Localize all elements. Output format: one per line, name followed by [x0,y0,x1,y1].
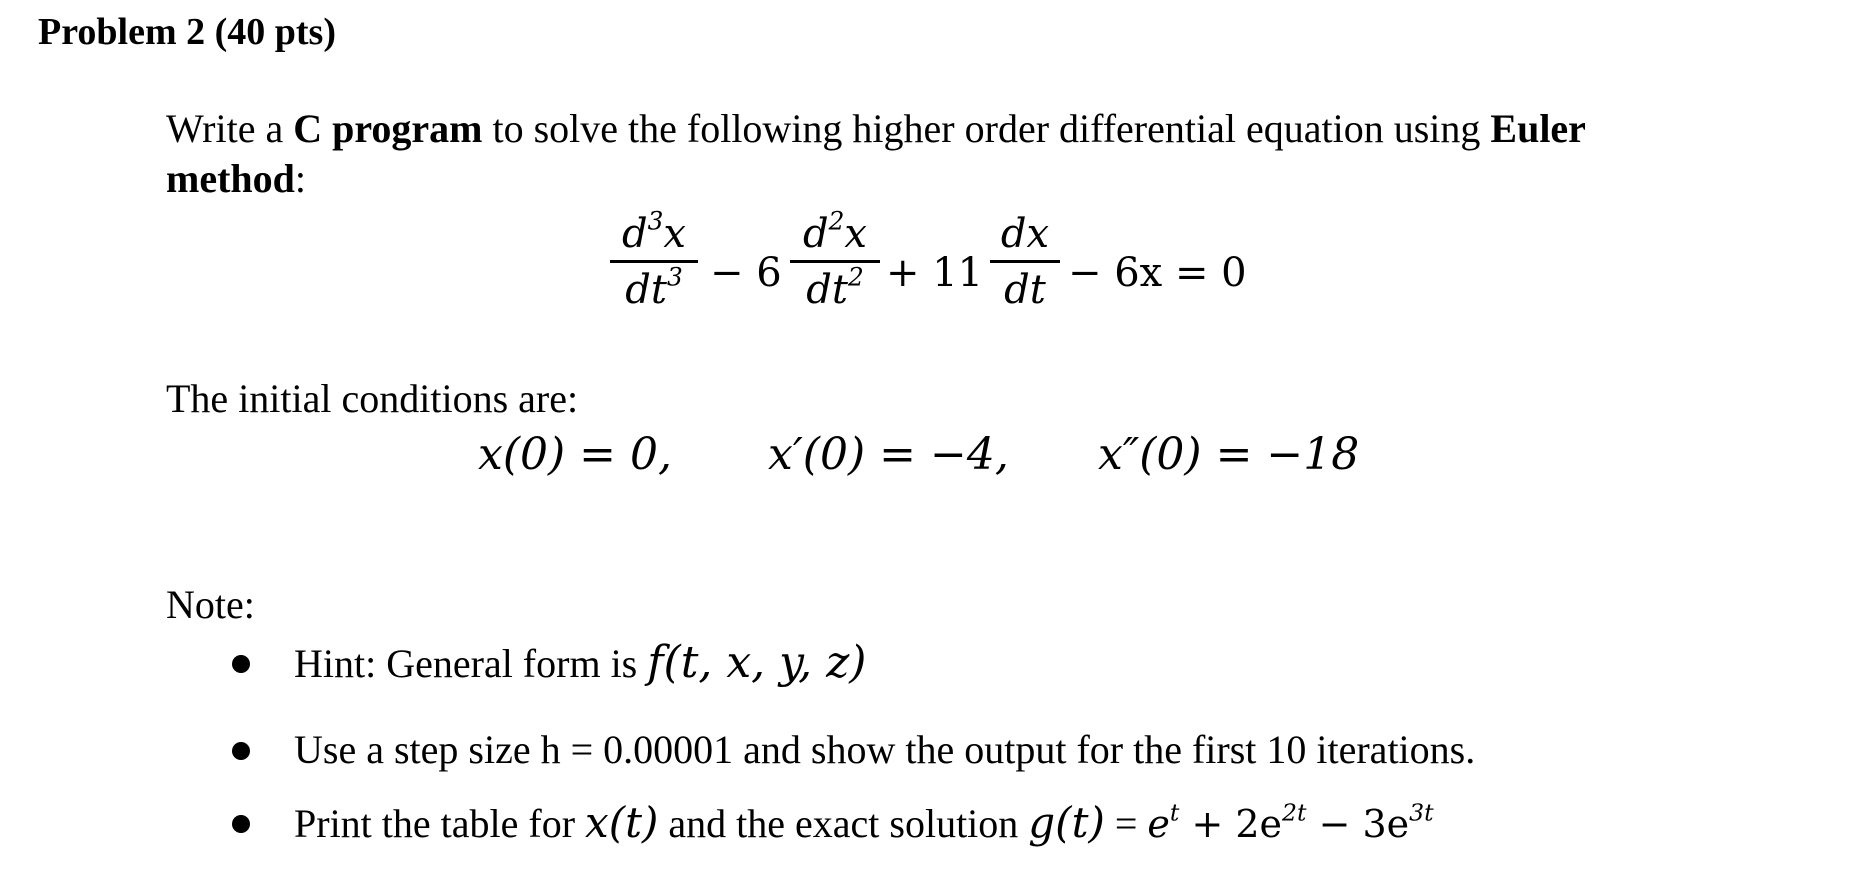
intro-bold-method: method [166,156,295,201]
bullet-icon [232,815,250,833]
problem-statement-line1 [166,104,1586,154]
problem-title: Problem 2 (40 pts) [38,11,336,53]
note-label: Note: [166,582,255,627]
initial-condition-x0: x(0) = 0, [478,429,672,480]
fraction-dx-dt: dx dt [990,208,1060,317]
note-item-hint: Hint: General form is f(t, x, y, z) [294,637,867,688]
initial-condition-xpp0: x″(0) = −18 [1098,429,1360,480]
equation-op-minus-6: − 6 [710,250,782,296]
bullet-icon [232,655,250,673]
exact-solution-math: $e^t + 2e^{2t} - 3e^{3t}$ [1147,798,1434,846]
note-item-step-size: Use a step size h = 0.00001 and show the output for the first 10 iterations. [294,727,1476,772]
fraction-d2x-dt2: $d^2x$ $dt^2$ [790,208,880,317]
x-of-t-math: x(t) [585,798,659,847]
bullet-icon [232,742,250,760]
intro-bold-c-program: C program [293,106,483,151]
intro-text-pre: Write a [166,106,294,151]
intro-text-mid: to solve the following higher order differential equation using [482,106,1491,151]
equation-tail: − 6x = 0 [1068,250,1247,296]
fraction-d3x-dt3: $d^3x$ $dt^3$ [610,208,698,317]
intro-colon: : [294,156,307,201]
note-item-print-table: Print the table for x(t) and the exact solution $g(t) = e^t + 2e^{2t} - 3e^{3t}$ [294,798,1434,847]
initial-condition-xp0: x′(0) = −4, [768,429,1009,480]
problem-statement-line2 [166,154,306,204]
g-of-t-math: g(t) [1028,798,1105,847]
initial-conditions-label: The initial conditions are: [166,376,579,421]
equation-op-plus-11: + 11 [886,250,984,296]
intro-bold-euler: Euler [1490,106,1586,151]
hint-general-form-math: f(t, x, y, z) [647,637,867,688]
